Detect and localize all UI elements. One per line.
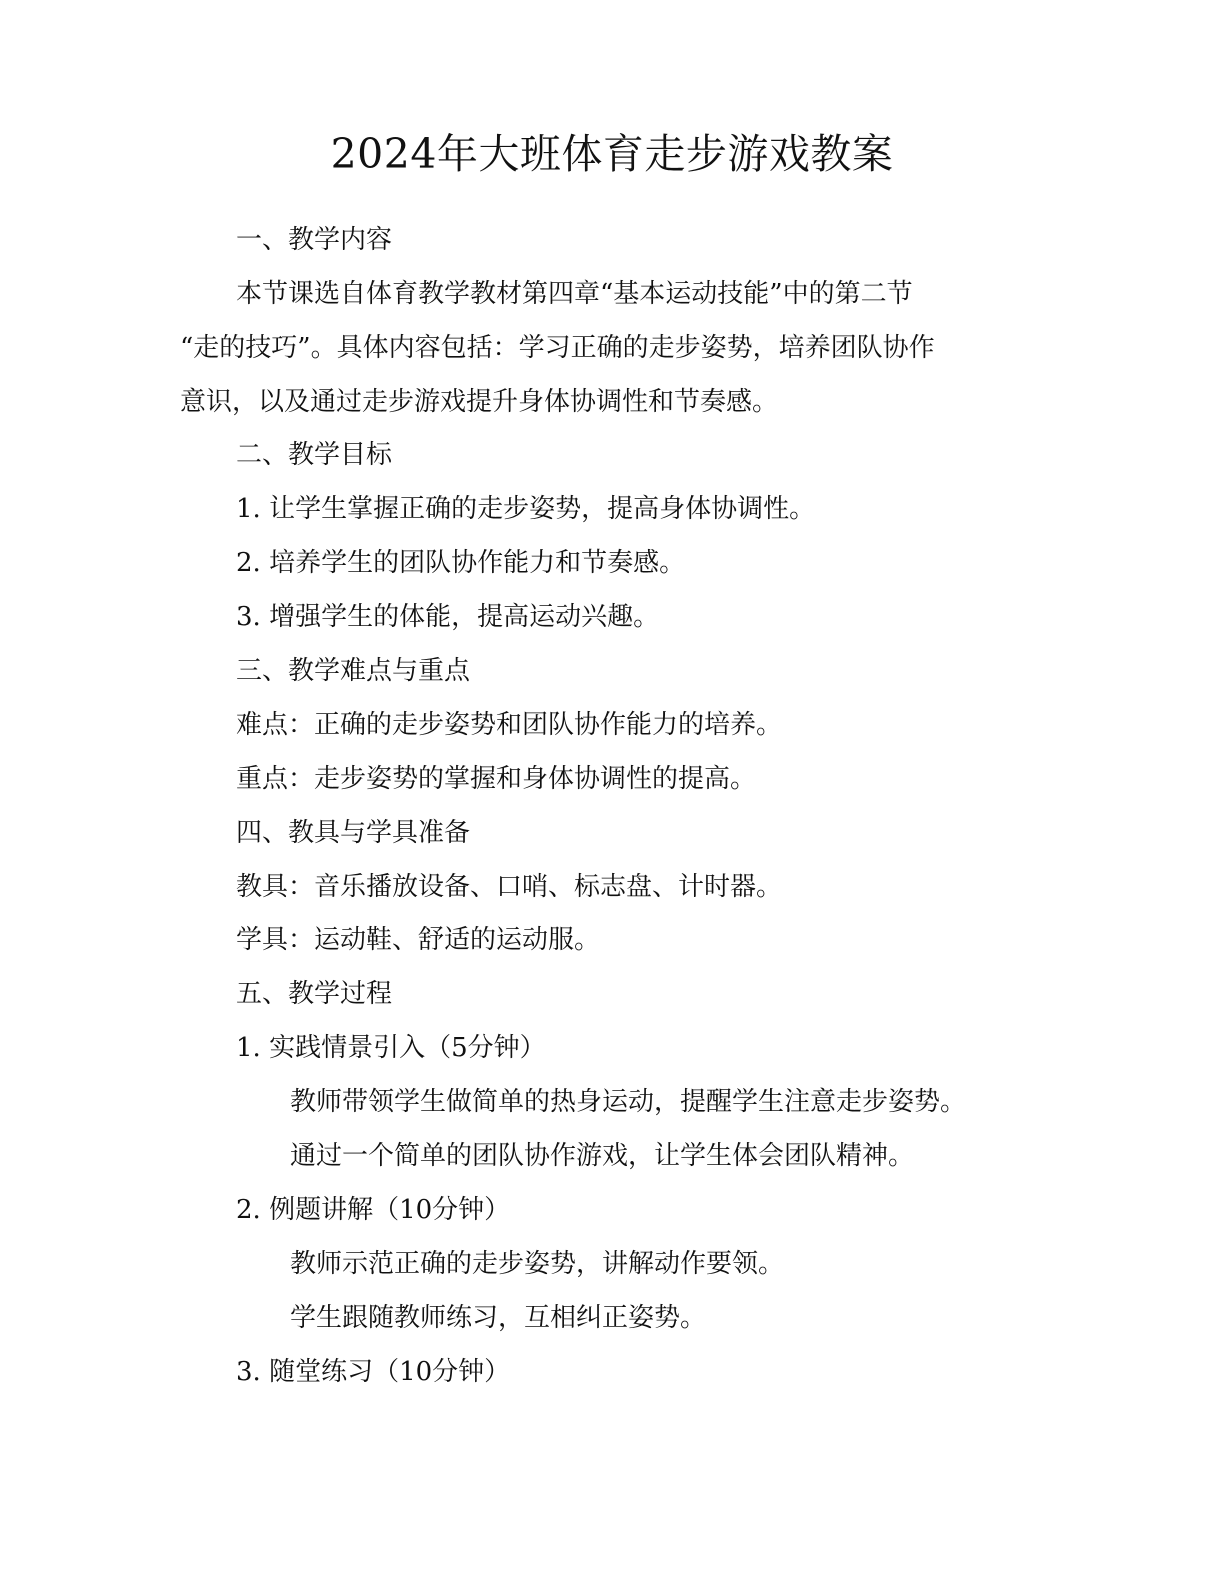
list-item: 学具：运动鞋、舒适的运动服。 [236,925,601,955]
step-label: 3. 随堂练习（10分钟） [236,1357,511,1387]
paragraph-line: 意识，以及通过走步游戏提升身体协调性和节奏感。 [180,387,779,417]
step-label: 2. 例题讲解（10分钟） [236,1195,511,1225]
section-heading: 五、教学过程 [236,979,393,1009]
section-heading: 三、教学难点与重点 [236,656,471,686]
step-detail: 教师示范正确的走步姿势，讲解动作要领。 [290,1249,785,1279]
list-item: 3. 增强学生的体能，提高运动兴趣。 [236,602,660,632]
section-heading: 一、教学内容 [236,225,393,255]
list-item: 重点：走步姿势的掌握和身体协调性的提高。 [236,764,757,794]
paragraph-line: “走的技巧”。具体内容包括：学习正确的走步姿势，培养团队协作 [180,333,935,363]
step-detail: 通过一个简单的团队协作游戏，让学生体会团队精神。 [290,1141,915,1171]
list-item: 难点：正确的走步姿势和团队协作能力的培养。 [236,710,783,740]
paragraph-line: 本节课选自体育教学教材第四章“基本运动技能”中的第二节 [236,279,913,309]
section-heading: 四、教具与学具准备 [236,818,471,848]
document-title: 2024年大班体育走步游戏教案 [330,130,894,178]
step-detail: 学生跟随教师练习，互相纠正姿势。 [290,1303,707,1333]
list-item: 2. 培养学生的团队协作能力和节奏感。 [236,548,686,578]
section-heading: 二、教学目标 [236,440,393,470]
list-item: 教具：音乐播放设备、口哨、标志盘、计时器。 [236,872,783,902]
step-detail: 教师带领学生做简单的热身运动，提醒学生注意走步姿势。 [290,1087,967,1117]
step-label: 1. 实践情景引入（5分钟） [236,1033,546,1063]
list-item: 1. 让学生掌握正确的走步姿势，提高身体协调性。 [236,494,816,524]
